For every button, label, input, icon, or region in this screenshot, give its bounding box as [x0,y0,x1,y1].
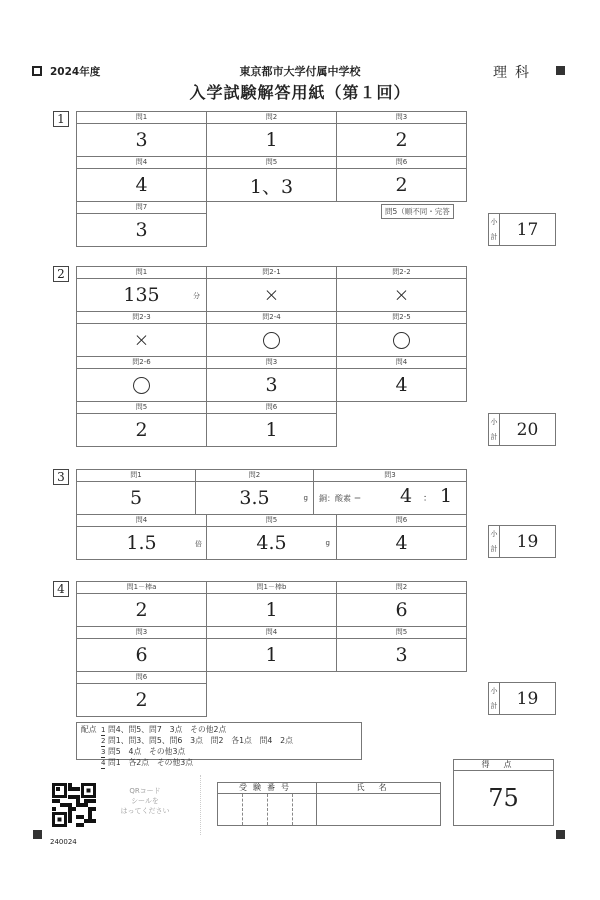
question-label: 問4 [207,627,336,639]
question-label: 問4 [77,157,206,169]
answer-cell [206,156,337,202]
answer-value: 3 [135,129,148,151]
circle-mark-icon [207,324,336,356]
digit-divider [242,794,243,825]
registration-mark-icon [33,830,42,839]
points-text: 問4、問5、問7 3点 その他2点 [107,725,227,734]
answer-cell [206,111,337,157]
answer-value: 1、3 [249,175,294,198]
exam-number-field[interactable] [217,782,317,826]
score-label: 得点 [454,760,553,771]
answer-value: 135 [123,284,160,306]
answer-value: 6 [135,644,148,666]
answer-value: 4 [400,485,413,507]
points-title: 配点 [81,725,97,734]
subtotal-label: 計 [490,433,498,442]
points-text: 問5 4点 その他3点 [107,747,186,756]
name-field[interactable] [316,782,441,826]
divider [200,775,201,835]
question-label: 問1－棒a [77,582,206,594]
points-allocation [76,722,362,767]
points-text: 問1、問3、問5、問6 3点 問2 各1点 問4 2点 [107,736,293,745]
digit-divider [267,794,268,825]
subtotal-value: 19 [516,688,539,709]
answer-value: 2 [135,689,148,711]
section-number: 1 [53,111,69,127]
subtotal-value: 17 [516,219,539,240]
answer-value: 1 [265,644,278,666]
question-label: 問5 [337,627,466,639]
answer-cell [76,671,207,717]
answer-cell [76,514,207,560]
question-label: 問1 [77,267,206,279]
answer-cell [76,401,207,447]
answer-value: 2 [135,599,148,621]
answer-cell [336,626,467,672]
answer-cell [206,356,337,402]
answer-cell [336,581,467,627]
answer-cell [206,266,337,312]
answer-value: 1 [265,419,278,441]
answer-cell [76,581,207,627]
qr-code-icon [52,783,96,827]
question-label: 問7 [77,202,206,214]
digit-divider [292,794,293,825]
qr-text-line: QRコード [129,787,161,795]
answer-value: 2 [395,129,408,151]
question-label: 問2 [337,582,466,594]
subtotal-label: 小 [490,417,498,426]
question-label: 問2 [207,112,336,124]
subtotal-label: 小 [490,686,498,695]
unit-label: 倍 [195,540,202,548]
exam-year: 2024年度 [50,66,101,78]
name-label: 氏名 [317,783,440,794]
question-label: 問2-1 [207,267,336,279]
unit-label: g [325,539,330,547]
unit-label: g [303,494,308,502]
subtotal-box [488,213,556,246]
section-number: 3 [53,469,69,485]
section-ref: 2 [101,737,106,745]
question-label: 問1－棒b [207,582,336,594]
scoring-note: 問5（順不同・完答 [381,204,454,219]
answer-cell [336,356,467,402]
school-name: 東京都市大学付属中学校 [239,65,361,78]
circle-mark-icon [337,324,466,356]
answer-cell [206,514,337,560]
cross-mark-icon: × [133,329,150,351]
question-label: 問3 [337,112,466,124]
answer-value: 3 [265,374,278,396]
question-label: 問2-2 [337,267,466,279]
answer-value: 1.5 [126,532,157,554]
answer-cell [336,266,467,312]
cross-mark-icon: × [393,284,410,306]
answer-value: 4 [395,532,408,554]
subtotal-value: 19 [516,531,539,552]
answer-cell [206,626,337,672]
sheet-code: 240024 [50,838,77,846]
answer-cell [76,311,207,357]
answer-value: 6 [395,599,408,621]
answer-value: 4.5 [256,532,287,554]
qr-text-line: シールを [131,797,159,805]
subtotal-label: 小 [490,217,498,226]
answer-value: 1 [265,599,278,621]
exam-number-label: 受験番号 [218,783,316,794]
question-label: 問4 [337,357,466,369]
answer-cell [336,514,467,560]
cross-mark-icon: × [263,284,280,306]
subtotal-box [488,413,556,446]
page-title: 入学試験解答用紙（第１回） [189,83,411,102]
question-label: 問2-4 [207,312,336,324]
subtotal-value: 20 [516,419,539,440]
registration-mark-icon [556,830,565,839]
question-label: 問6 [337,515,466,527]
question-label: 問5 [77,402,206,414]
points-text: 問1 各2点 その他3点 [107,758,194,767]
answer-value: 4 [395,374,408,396]
qr-text-line: はってください [120,807,170,815]
answer-value: 3 [135,219,148,241]
question-label: 問2 [196,470,313,482]
question-label: 問4 [77,515,206,527]
total-score-box [453,759,554,826]
question-label: 問3 [314,470,466,482]
subtotal-label: 計 [490,233,498,242]
section-ref: 4 [101,759,106,767]
question-label: 問5 [207,157,336,169]
total-score-value: 75 [488,784,519,812]
answer-cell [336,111,467,157]
section-ref: 1 [101,726,106,734]
question-label: 問3 [77,627,206,639]
answer-cell [206,311,337,357]
subtotal-label: 計 [490,702,498,711]
unit-label: 分 [193,292,200,300]
subtotal-label: 小 [490,529,498,538]
qr-sticker-instruction [100,786,190,816]
answer-cell [76,626,207,672]
answer-cell [206,581,337,627]
answer-value: 3.5 [239,487,270,509]
question-label: 問1 [77,470,195,482]
circle-mark-icon [77,369,206,401]
answer-value: 1 [265,129,278,151]
answer-cell [76,266,207,312]
answer-cell [76,469,196,515]
answer-value: 1 [440,485,453,507]
answer-value: 5 [129,487,143,509]
answer-cell [336,311,467,357]
subject-label: 理科 [493,65,537,81]
answer-cell [76,356,207,402]
subtotal-box [488,525,556,558]
answer-cell [76,201,207,247]
answer-value: 3 [395,644,408,666]
question-label: 問1 [77,112,206,124]
answer-cell [76,156,207,202]
question-label: 問2-3 [77,312,206,324]
answer-cell [195,469,314,515]
answer-cell [76,111,207,157]
registration-mark-icon [556,66,565,75]
question-label: 問5 [207,515,336,527]
question-label: 問6 [77,672,206,684]
question-label: 問2-6 [77,357,206,369]
answer-cell [206,401,337,447]
question-label: 問3 [207,357,336,369]
section-ref: 3 [101,748,106,756]
question-label: 問6 [337,157,466,169]
answer-cell [336,156,467,202]
subtotal-label: 計 [490,545,498,554]
answer-cell [313,469,467,515]
answer-value: 2 [135,419,148,441]
section-number: 2 [53,266,69,282]
question-label: 問6 [207,402,336,414]
question-label: 問2-5 [337,312,466,324]
section-number: 4 [53,581,69,597]
answer-value: 4 [135,174,148,196]
ratio-prefix: 銅：酸素 ＝ [319,494,362,503]
ratio-separator: ： [423,494,433,504]
subtotal-box [488,682,556,715]
answer-value: 2 [395,174,408,196]
